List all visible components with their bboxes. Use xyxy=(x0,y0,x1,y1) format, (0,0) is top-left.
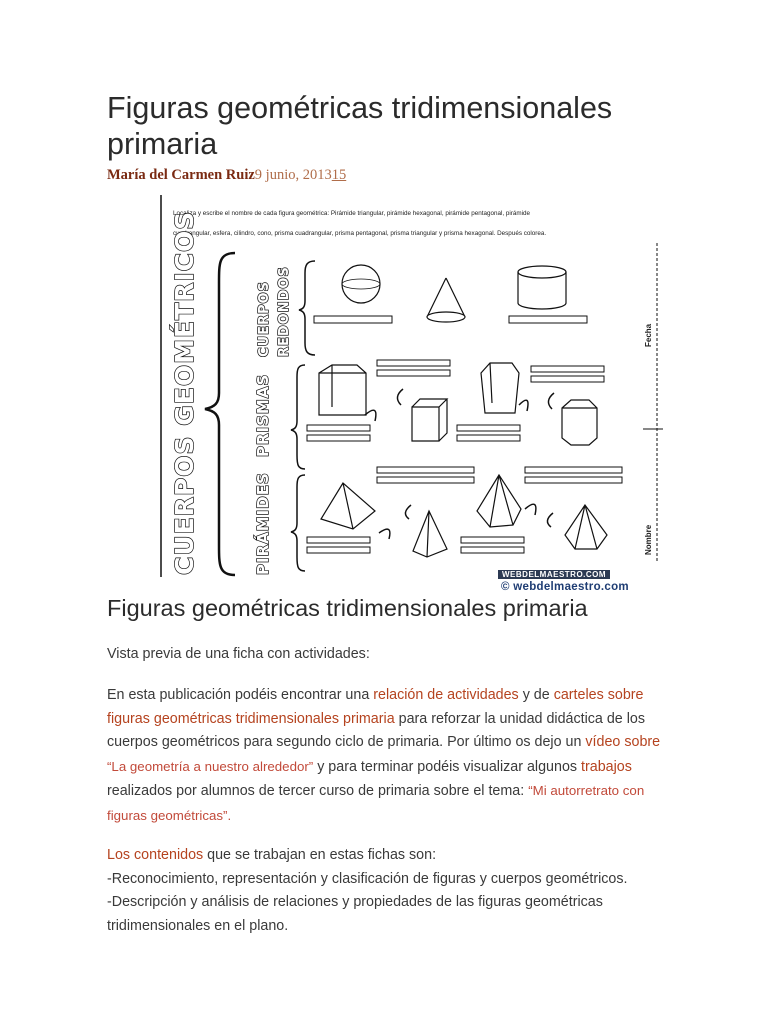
paragraph-text: el tema: xyxy=(469,783,529,799)
paragraph-text: realizados por alumnos de tercer curso de primaria xyxy=(107,783,434,799)
worksheet-field-nombre: Nombre xyxy=(644,524,653,555)
quote-autorretrato: “Mi autorretrato con figuras geométricas”. xyxy=(107,783,645,823)
section-subheading: Figuras geométricas tridimensionales primaria xyxy=(107,595,588,621)
worksheet-instruction: cuadrangular, esfera, cilindro, cono, prisma cuadrangular, prisma pentagonal, prisma triangular y prisma hexagonal. Después colorea. xyxy=(173,230,547,237)
paragraph-text: En esta publicación podéis encontrar una xyxy=(107,687,374,703)
content-item: -Descripción y análisis de relaciones y propiedades de las figuras geométricas tridimensionales en el plano. xyxy=(107,894,603,934)
paragraph-text: y para terminar podéis visualizar algunos xyxy=(313,758,582,775)
paragraph-text: que se trabajan en estas fichas son: xyxy=(203,847,437,863)
watermark-large: © webdelmaestro.com xyxy=(501,581,629,593)
comment-count-link[interactable]: 15 xyxy=(331,167,347,183)
worksheet-field-fecha: Fecha xyxy=(644,323,653,347)
worksheet-label-piramides: PIRÁMIDES xyxy=(254,472,272,575)
link-carteles[interactable]: carteles sobre figuras geométricas tridimensionales primaria xyxy=(107,687,644,727)
content-item: -Reconocimiento, representación y clasificación de figuras y cuerpos geométricos. xyxy=(107,870,628,887)
worksheet-image xyxy=(157,193,669,595)
link-video[interactable]: vídeo sobre xyxy=(585,734,661,750)
link-sobre[interactable]: sobre xyxy=(433,783,470,799)
link-trabajos[interactable]: trabajos xyxy=(581,758,632,775)
paragraph-publication xyxy=(107,684,667,828)
post-date: 9 junio, 2013 xyxy=(254,167,332,183)
post-title: Figuras geométricas tridimensionales primaria xyxy=(107,91,613,161)
worksheet-label-cuerpos: CUERPOS xyxy=(257,281,272,357)
link-relacion-actividades[interactable]: relación de actividades xyxy=(373,687,519,703)
worksheet-drawing xyxy=(157,193,669,595)
post-byline xyxy=(107,167,346,184)
worksheet-label-prismas: PRISMAS xyxy=(254,373,272,457)
paragraph-text: para reforzar la unidad didáctica de los cuerpos geométricos para segundo ciclo de primaria. Por último os dejo un xyxy=(107,710,645,750)
intro-text: Vista previa de una ficha con actividades: xyxy=(107,646,370,662)
paragraph-contenidos xyxy=(107,844,667,938)
link-los-contenidos[interactable]: Los contenidos xyxy=(107,847,204,863)
worksheet-instruction: Localiza y escribe el nombre de cada figura geométrica: Pirámide triangular, pirámide hexagonal, pirámide pentagonal, pirámide xyxy=(173,210,531,217)
worksheet-label-redondos: REDONDOS xyxy=(277,266,292,357)
author-link[interactable]: María del Carmen Ruiz xyxy=(107,167,255,183)
quote-geometria: “La geometría a nuestro alrededor” xyxy=(107,758,314,774)
watermark-small: WEBDELMAESTRO.COM xyxy=(498,570,610,579)
worksheet-heading-cuerpos-geometricos: CUERPOS GEOMÉTRICOS xyxy=(170,210,199,575)
paragraph-text: y de xyxy=(518,687,554,703)
